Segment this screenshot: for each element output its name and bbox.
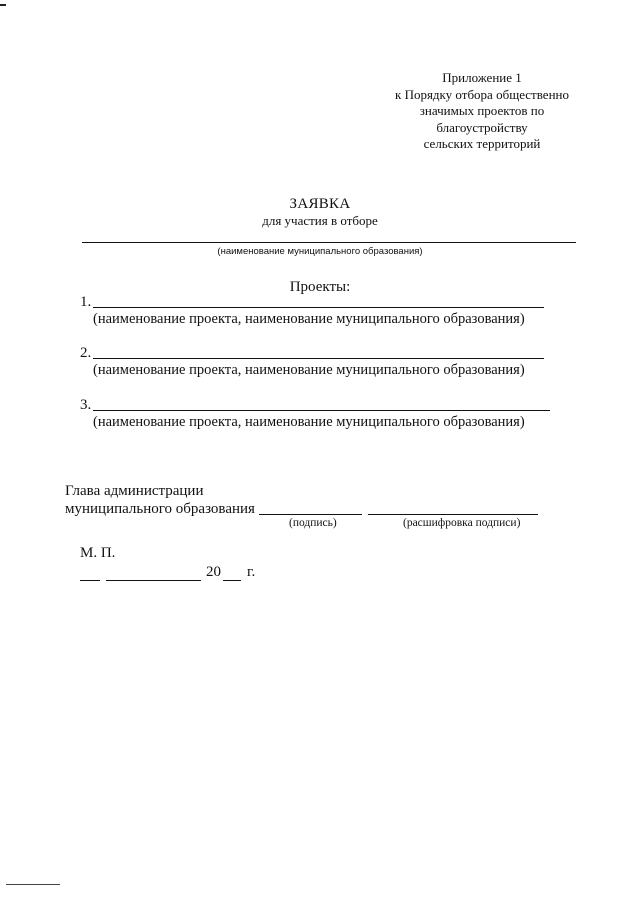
date-year-suffix: г. bbox=[247, 564, 256, 580]
municipality-field-line[interactable] bbox=[82, 242, 576, 243]
signature-field-line[interactable] bbox=[259, 514, 362, 515]
project-caption: (наименование проекта, наименование муниципального образования) bbox=[93, 414, 525, 430]
document-title: ЗАЯВКА bbox=[289, 196, 351, 212]
project-number: 1. bbox=[80, 294, 92, 310]
signatory-title-line2: муниципального образования bbox=[65, 501, 255, 517]
project-3-field-line[interactable] bbox=[93, 410, 550, 411]
date-year-prefix: 20 bbox=[206, 564, 221, 580]
annex-line: значимых проектов по bbox=[419, 103, 545, 118]
projects-heading: Проекты: bbox=[289, 279, 351, 295]
project-1-field-line[interactable] bbox=[93, 307, 544, 308]
date-month-field-line[interactable] bbox=[106, 580, 201, 581]
scan-edge-mark-top bbox=[0, 4, 6, 6]
signature-decode-caption: (расшифровка подписи) bbox=[403, 517, 521, 529]
signature-decode-field-line[interactable] bbox=[368, 514, 538, 515]
project-number: 2. bbox=[80, 345, 92, 361]
project-number: 3. bbox=[80, 397, 92, 413]
project-2-field-line[interactable] bbox=[93, 358, 544, 359]
annex-line: к Порядку отбора общественно bbox=[395, 86, 569, 102]
municipality-caption: (наименование муниципального образования) bbox=[217, 246, 423, 257]
document-subtitle: для участия в отборе bbox=[262, 213, 378, 228]
annex-line: Приложение 1 bbox=[442, 70, 522, 85]
project-caption: (наименование проекта, наименование муниципального образования) bbox=[93, 311, 525, 327]
signatory-title: Глава администрации bbox=[65, 483, 204, 499]
scan-edge-mark-bottom bbox=[6, 884, 60, 885]
signature-caption: (подпись) bbox=[289, 517, 337, 529]
annex-block bbox=[382, 70, 582, 153]
stamp-label: М. П. bbox=[80, 545, 116, 561]
annex-line: сельских территорий bbox=[423, 136, 541, 151]
date-day-field-line[interactable] bbox=[80, 580, 100, 581]
date-year-field-line[interactable] bbox=[223, 580, 241, 581]
annex-line: благоустройству bbox=[436, 119, 528, 135]
project-caption: (наименование проекта, наименование муниципального образования) bbox=[93, 362, 525, 378]
